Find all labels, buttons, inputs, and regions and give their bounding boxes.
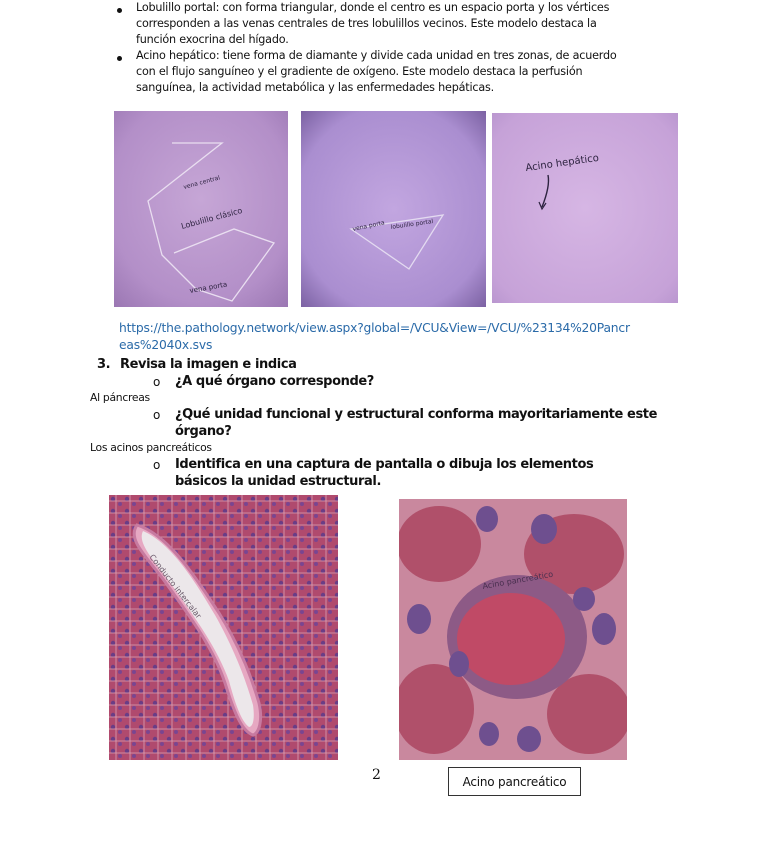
question-line: Identifica en una captura de pantalla o dibuja los elementos [175, 457, 594, 472]
lobulillo-clasico-label: Lobulillo clásico [180, 205, 244, 231]
page-number: 2 [372, 767, 381, 783]
figure-caption: Acino pancreático [448, 767, 581, 796]
question-identify [175, 456, 675, 490]
acino-hepatico-label: Acino hepático [524, 152, 600, 174]
answer-functional-unit: Los acinos pancreáticos [90, 441, 212, 454]
liver-image-classic-lobule [114, 111, 288, 307]
vena-porta-label: vena porta [351, 219, 386, 233]
pathology-link[interactable] [119, 320, 659, 354]
link-line[interactable]: https://the.pathology.network/view.aspx?global=/VCU&View=/VCU/%23134%20Pancr [119, 321, 630, 335]
bullet-line: función exocrina del hígado. [136, 33, 289, 46]
bullet-lobulillo-portal [136, 0, 736, 48]
liver-image-hepatic-acinus [492, 113, 678, 303]
sub-bullet-marker: o [153, 375, 161, 389]
sub-bullet-marker: o [153, 408, 161, 422]
vena-porta-label: vena porta [188, 280, 228, 295]
question-number: 3. [97, 357, 111, 372]
vena-central-label: vena central [182, 174, 221, 191]
liver-image-portal-lobule [301, 111, 486, 307]
answer-organ: Al páncreas [90, 391, 150, 404]
bullet-marker [117, 56, 122, 61]
bullet-line: sanguínea, la actividad metabólica y las enfermedades hepáticas. [136, 81, 494, 94]
question-line: órgano? [175, 424, 232, 439]
bullet-acino-hepatico [136, 48, 736, 96]
lobulillo-portal-label: lobulillo portal [390, 218, 434, 231]
bullet-line: con el flujo sanguíneo y el gradiente de oxígeno. Este modelo destaca la perfusión [136, 65, 583, 78]
pancreas-image-acinus [399, 499, 627, 760]
sub-bullet-marker: o [153, 458, 161, 472]
link-line[interactable]: eas%2040x.svs [119, 338, 213, 352]
bullet-marker [117, 8, 122, 13]
conducto-intercalar-label: Conducto intercalar [147, 552, 204, 621]
pancreas-image-duct [109, 495, 338, 760]
question-line: básicos la unidad estructural. [175, 474, 381, 489]
question-line: ¿Qué unidad funcional y estructural conforma mayoritariamente este [175, 407, 658, 422]
question-title: Revisa la imagen e indica [120, 357, 297, 372]
bullet-line: Lobulillo portal: con forma triangular, donde el centro es un espacio porta y los vértices [136, 1, 610, 14]
acino-pancreatico-label: Acino pancreático [481, 569, 554, 591]
bullet-line: Acino hepático: tiene forma de diamante y divide cada unidad en tres zonas, de acuerdo [136, 49, 617, 62]
question-functional-unit [175, 406, 695, 440]
question-organ: ¿A qué órgano corresponde? [175, 374, 374, 389]
bullet-line: corresponden a las venas centrales de tres lobulillos vecinos. Este modelo destaca la [136, 17, 597, 30]
